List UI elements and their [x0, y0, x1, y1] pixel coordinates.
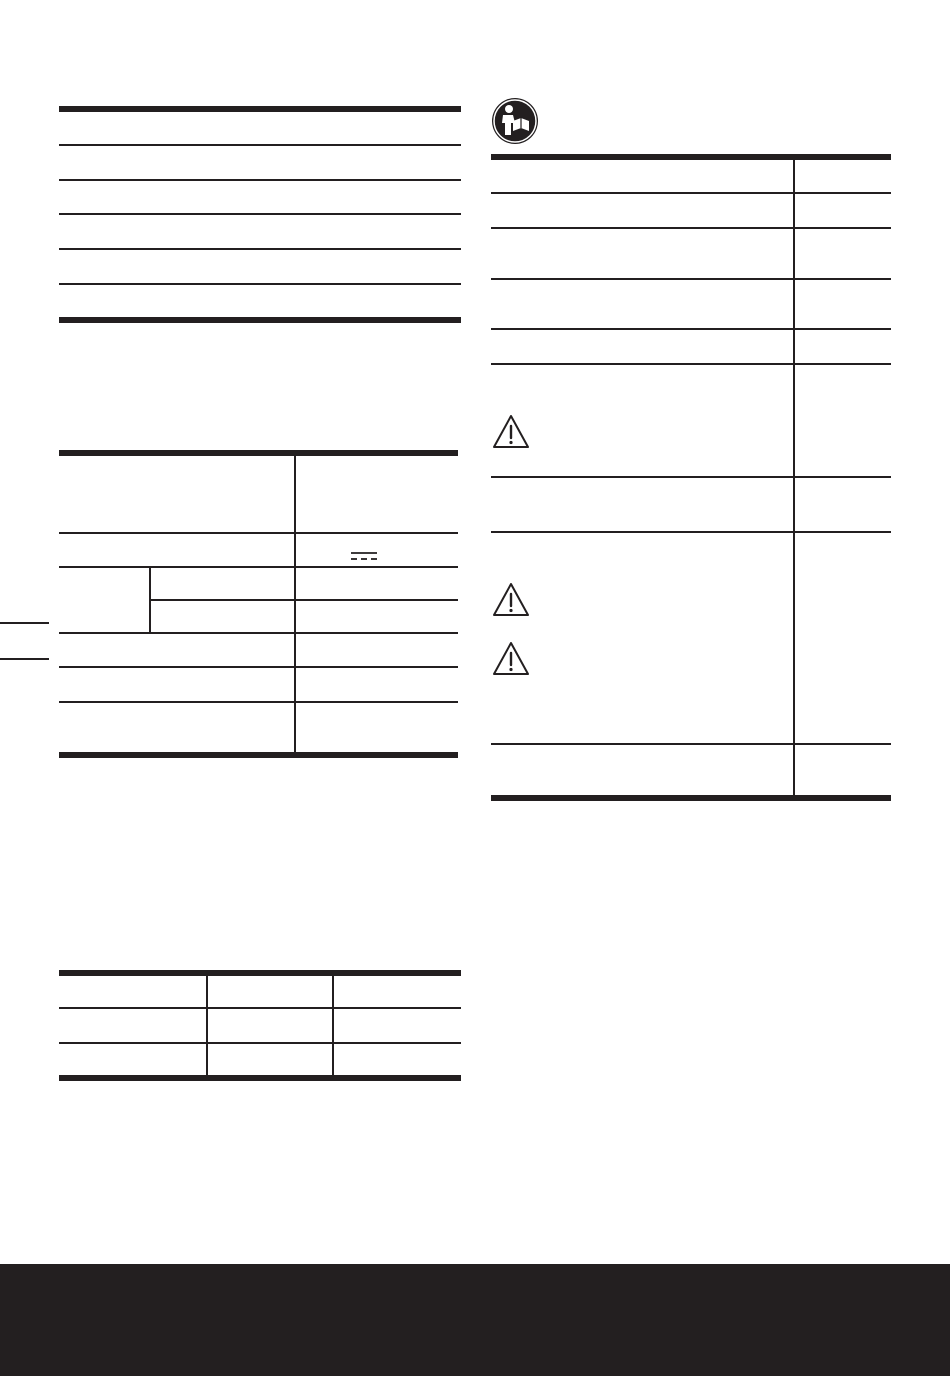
- side-tab-mark: [0, 622, 49, 624]
- table-d-row-divider: [491, 227, 891, 229]
- table-b-row-divider: [59, 632, 458, 634]
- table-b-row-divider: [59, 532, 458, 534]
- table-a-row-divider: [59, 179, 461, 181]
- table-b-row-divider: [150, 599, 458, 601]
- table-d-row-divider: [491, 743, 891, 745]
- read-manual-icon: [491, 97, 539, 145]
- table-b-row-divider: [59, 701, 458, 703]
- table-b-row-divider: [59, 566, 458, 568]
- table-d-col-divider: [793, 160, 795, 795]
- table-c-bottom-rule: [59, 1075, 461, 1081]
- table-b-bottom-rule: [59, 752, 458, 758]
- table-a-row-divider: [59, 283, 461, 285]
- table-d-row-divider: [491, 363, 891, 365]
- table-c-row-divider: [59, 1007, 461, 1009]
- table-b-row-divider: [59, 666, 458, 668]
- table-a-row-divider: [59, 144, 461, 146]
- dc-current-icon: [351, 549, 377, 561]
- table-d-row-divider: [491, 476, 891, 478]
- warning-triangle-icon: [492, 641, 530, 676]
- table-a-bottom-rule: [59, 317, 461, 323]
- table-c-col-divider: [332, 976, 334, 1075]
- table-d-row-divider: [491, 192, 891, 194]
- table-d-row-divider: [491, 278, 891, 280]
- table-d-row-divider: [491, 531, 891, 533]
- table-a-row-divider: [59, 248, 461, 250]
- footer-band: [0, 1264, 950, 1376]
- side-tab-mark: [0, 658, 49, 660]
- table-a-row-divider: [59, 213, 461, 215]
- table-b-col-divider: [294, 455, 296, 752]
- warning-triangle-icon: [492, 414, 530, 449]
- table-d-row-divider: [491, 328, 891, 330]
- table-d-top-rule: [491, 154, 891, 160]
- table-c-row-divider: [59, 1042, 461, 1044]
- table-c-col-divider: [206, 976, 208, 1075]
- warning-triangle-icon: [492, 582, 530, 617]
- table-b-col-divider: [149, 566, 151, 632]
- table-b-top-rule: [59, 450, 458, 456]
- table-d-bottom-rule: [491, 795, 891, 801]
- table-a-top-rule: [59, 106, 461, 112]
- table-c-top-rule: [59, 970, 461, 976]
